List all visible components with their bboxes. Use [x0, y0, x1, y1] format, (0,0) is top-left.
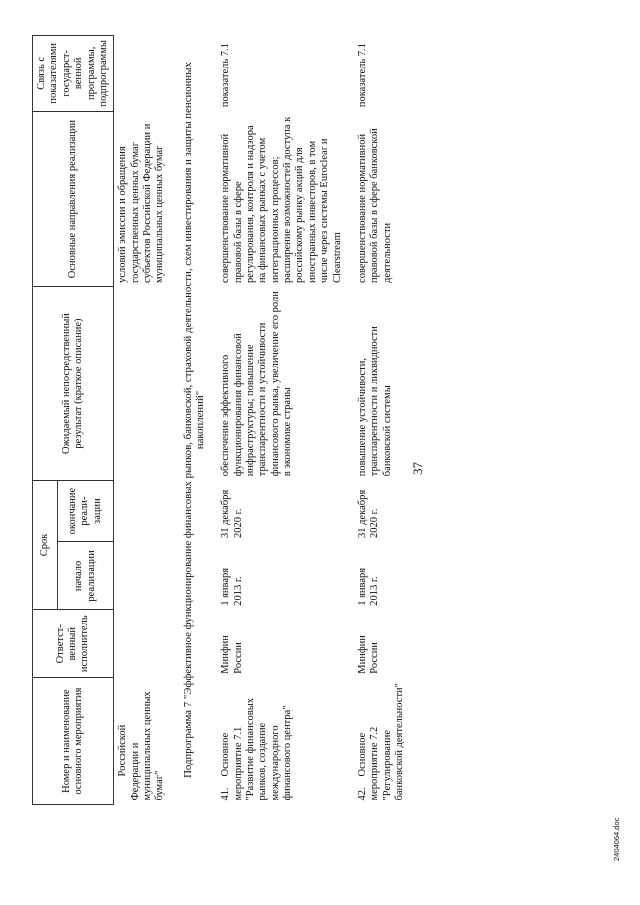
row-directions: совершенствование нормативной правовой базы в сфере регулирования, контроля и надзора на финансовых рынках с учетом интеграционных процессов; расширение возможностей доступа к российскому рынку акций для иностранных инвесторов, в том числе через системы Euroclear и Clearstream	[220, 116, 343, 283]
continuation-name	[114, 678, 170, 805]
row-number: 41.	[220, 787, 232, 801]
header-row-1	[33, 36, 58, 805]
subprogram-row	[170, 36, 217, 805]
subprogram-title: Подпрограмма 7 "Эффективное функционирование финансовых рынков, банковской, страховой деятельности, схем инвестирования и защиты пенсионных накоплений"	[181, 62, 207, 778]
row-indicator: показатель 7.1	[220, 43, 232, 108]
footer-file-code: 2404064.doc	[612, 817, 621, 861]
continuation-name-text: Российской Федерации и муниципальных ценных бумаг"	[117, 691, 166, 801]
row-name-text: Основное мероприятие 7.1 "Развитие финансовых рынков, создание международного финансового центра"	[220, 698, 294, 801]
header-directions: Основные направления реализации	[33, 111, 114, 287]
row-result: повышение устойчивости, транспарентности и ликвидности банковской системы	[356, 326, 393, 477]
table-row	[217, 36, 347, 805]
row-directions: совершенствование нормативной правовой базы в сфере банковской деятельности	[356, 128, 393, 283]
page-number: 37	[410, 462, 425, 475]
header-end: окончание реали-зации	[57, 480, 113, 542]
row-name	[347, 678, 410, 805]
row-end: 31 декабря 2020 г.	[356, 489, 381, 538]
header-term: Срок	[33, 480, 58, 610]
measures-table	[32, 35, 409, 805]
row-executor: Минфин России	[220, 635, 244, 674]
table-row	[347, 36, 410, 805]
row-executor: Минфин России	[356, 635, 381, 674]
row-start: 1 января 2013 г.	[356, 567, 381, 606]
header-indicator: Связь с показателями государст-венной программы, подпрограммы	[33, 36, 114, 112]
row-end: 31 декабря 2020 г.	[220, 489, 244, 538]
row-name	[217, 678, 347, 805]
row-start: 1 января 2013 г.	[220, 567, 244, 606]
row-number: 42.	[356, 787, 368, 801]
continuation-directions: условий эмиссии и обращения государственных ценных бумаг субъектов Российской Федерации и муниципальных ценных бумаг	[117, 123, 166, 283]
header-result: Ожидаемый непосредственный результат (краткое описание)	[33, 287, 114, 480]
header-start: начало реализации	[57, 542, 113, 610]
row-result: обеспечение эффективного функционирования финансовой инфраструктуры; повышение транспарентности и устойчивости финансового рынка, увеличение его роли в экономике страны	[220, 291, 294, 477]
header-executor: Ответст-венный исполнитель	[33, 610, 114, 678]
row-indicator: показатель 7.1	[356, 43, 368, 108]
header-name: Номер и наименование основного мероприятия	[33, 678, 114, 805]
continuation-row	[114, 36, 170, 805]
row-name-text: Основное мероприятие 7.2 "Регулирование банковской деятельности"	[356, 683, 406, 801]
